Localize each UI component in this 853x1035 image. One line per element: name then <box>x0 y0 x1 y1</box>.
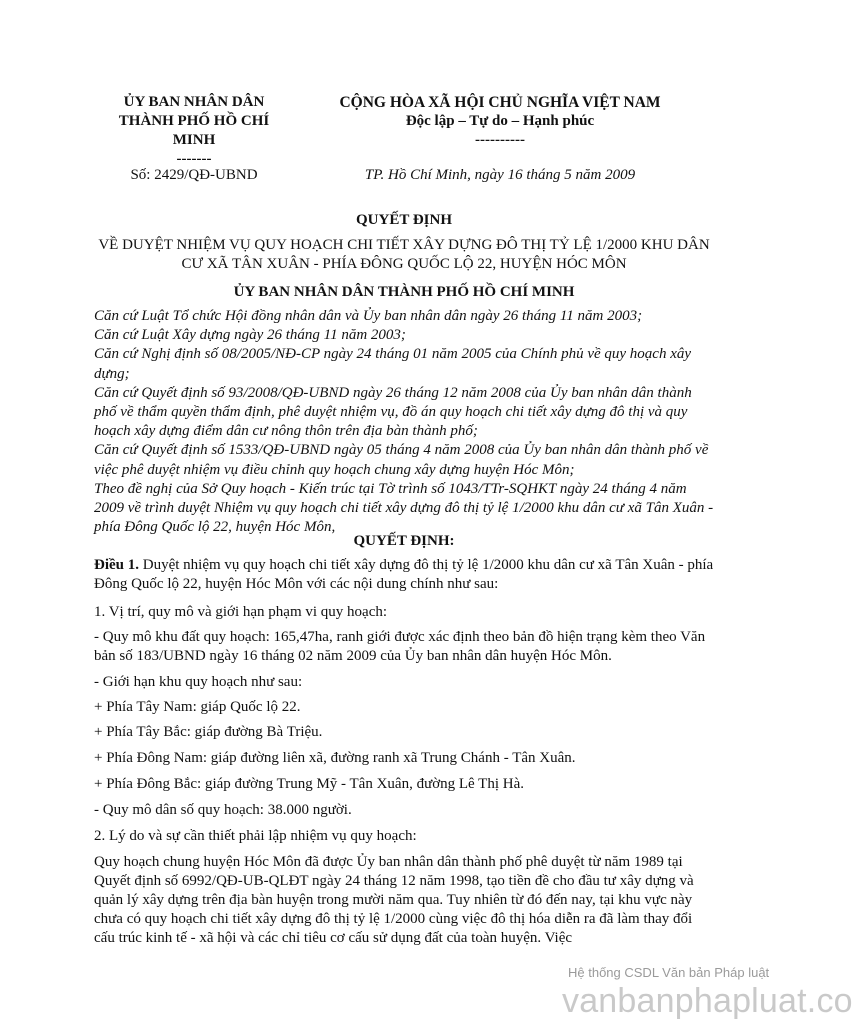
basis-item: Căn cứ Quyết định số 1533/QĐ-UBND ngày 05 tháng 4 năm 2008 của Ủy ban nhân dân thành phố về việc phê duyệt nhiệm vụ điều chỉnh quy hoạch chung xây dựng huyện Hóc Môn; <box>94 442 709 478</box>
decides-heading: QUYẾT ĐỊNH: <box>353 533 455 549</box>
basis-item: Căn cứ Quyết định số 93/2008/QĐ-UBND ngày 26 tháng 12 năm 2008 của Ủy ban nhân dân thành phố về thẩm quyền thẩm định, phê duyệt nhiệm vụ, đồ án quy hoạch chi tiết xây dựng đô thị và quy hoạch xây dựng điểm dân cư nông thôn trên địa bàn thành phố; <box>94 384 692 440</box>
issuing-authority <box>94 93 294 169</box>
section-2-paragraph: Quy hoạch chung huyện Hóc Môn đã được Ủy ban nhân dân thành phố phê duyệt từ năm 1989 tại Quyết định số 6992/QĐ-UB-QLĐT ngày 24 tháng 12 năm 1998, tạo tiền đề cho đầu tư xây dựng và quản lý xây dựng trên địa bàn huyện trong mười năm qua. Tuy nhiên từ đó đến nay, tại khu vực này chưa có quy hoạch chi tiết xây dựng đô thị tỷ lệ 1/2000 cùng việc đô thị hóa diễn ra đã làm thay đổi cấu trúc kinh tế - xã hội và các chỉ tiêu cơ cấu sử dụng đất của toàn huyện. Việc <box>94 854 694 946</box>
watermark-caption: Hệ thống CSDL Văn bản Pháp luật <box>568 965 770 980</box>
authority-rule: ------- <box>176 151 212 167</box>
national-motto: Độc lập – Tự do – Hạnh phúc <box>405 113 595 129</box>
population-scale: - Quy mô dân số quy hoạch: 38.000 người. <box>94 802 352 818</box>
national-header <box>300 93 700 150</box>
authority-line-3: MINH <box>172 132 216 148</box>
boundary-northwest: + Phía Tây Bắc: giáp đường Bà Triệu. <box>94 724 323 740</box>
limits-heading: - Giới hạn khu quy hoạch như sau: <box>94 674 303 690</box>
document-number: Số: 2429/QĐ-UBND <box>130 167 258 183</box>
basis-item: Theo đề nghị của Sở Quy hoạch - Kiến trúc tại Tờ trình số 1043/TTr-SQHKT ngày 24 tháng 4 năm 2009 về trình duyệt Nhiệm vụ quy hoạch chi tiết xây dựng đô thị tỷ lệ 1/2000 khu dân cư xã Tân Xuân - phía Đông Quốc lộ 22, huyện Hóc Môn, <box>94 480 714 536</box>
basis-item: Căn cứ Luật Tổ chức Hội đồng nhân dân và Ủy ban nhân dân ngày 26 tháng 11 năm 2003; <box>94 308 643 324</box>
article-1-label: Điều 1. <box>94 557 139 573</box>
legal-basis <box>94 307 714 537</box>
article-1-text: Duyệt nhiệm vụ quy hoạch chi tiết xây dựng đô thị tỷ lệ 1/2000 khu dân cư xã Tân Xuân - phía Đông Quốc lộ 22, huyện Hóc Môn với các nội dung chính như sau: <box>94 557 714 592</box>
watermark-site: vanbanphapluat.co <box>562 982 853 1020</box>
boundary-southeast: + Phía Đông Nam: giáp đường liên xã, đường ranh xã Trung Chánh - Tân Xuân. <box>94 750 576 766</box>
basis-item: Căn cứ Nghị định số 08/2005/NĐ-CP ngày 24 tháng 01 năm 2005 của Chính phủ về quy hoạch xây dựng; <box>94 346 692 382</box>
article-1 <box>94 556 714 594</box>
area-paragraph: - Quy mô khu đất quy hoạch: 165,47ha, ranh giới được xác định theo bản đồ hiện trạng kèm theo Văn bản số 183/UBND ngày 16 tháng 02 năm 2009 của Ủy ban nhân dân huyện Hóc Môn. <box>94 629 706 664</box>
authority-line-1: ỦY BAN NHÂN DÂN <box>123 94 265 110</box>
document-subject: VỀ DUYỆT NHIỆM VỤ QUY HOẠCH CHI TIẾT XÂY DỰNG ĐÔ THỊ TỶ LỆ 1/2000 KHU DÂN CƯ XÃ TÂN XUÂN - PHÍA ĐÔNG QUỐC LỘ 22, HUYỆN HÓC MÔN <box>98 237 710 272</box>
basis-item: Căn cứ Luật Xây dựng ngày 26 tháng 11 năm 2003; <box>94 327 406 344</box>
place-date: TP. Hồ Chí Minh, ngày 16 tháng 5 năm 2009 <box>364 167 636 183</box>
motto-rule: ---------- <box>475 132 525 148</box>
section-2-title: 2. Lý do và sự cần thiết phải lập nhiệm vụ quy hoạch: <box>94 828 417 844</box>
nation-name: CỘNG HÒA XÃ HỘI CHỦ NGHĨA VIỆT NAM <box>339 94 661 111</box>
section-1-title: 1. Vị trí, quy mô và giới hạn phạm vi quy hoạch: <box>94 604 388 620</box>
document-type: QUYẾT ĐỊNH <box>356 212 452 228</box>
boundary-southwest: + Phía Tây Nam: giáp Quốc lộ 22. <box>94 699 301 715</box>
issuer-title: ỦY BAN NHÂN DÂN THÀNH PHỐ HỒ CHÍ MINH <box>233 284 575 300</box>
boundary-northeast: + Phía Đông Bắc: giáp đường Trung Mỹ - Tân Xuân, đường Lê Thị Hà. <box>94 776 524 792</box>
authority-line-2: THÀNH PHỐ HỒ CHÍ <box>118 113 270 129</box>
